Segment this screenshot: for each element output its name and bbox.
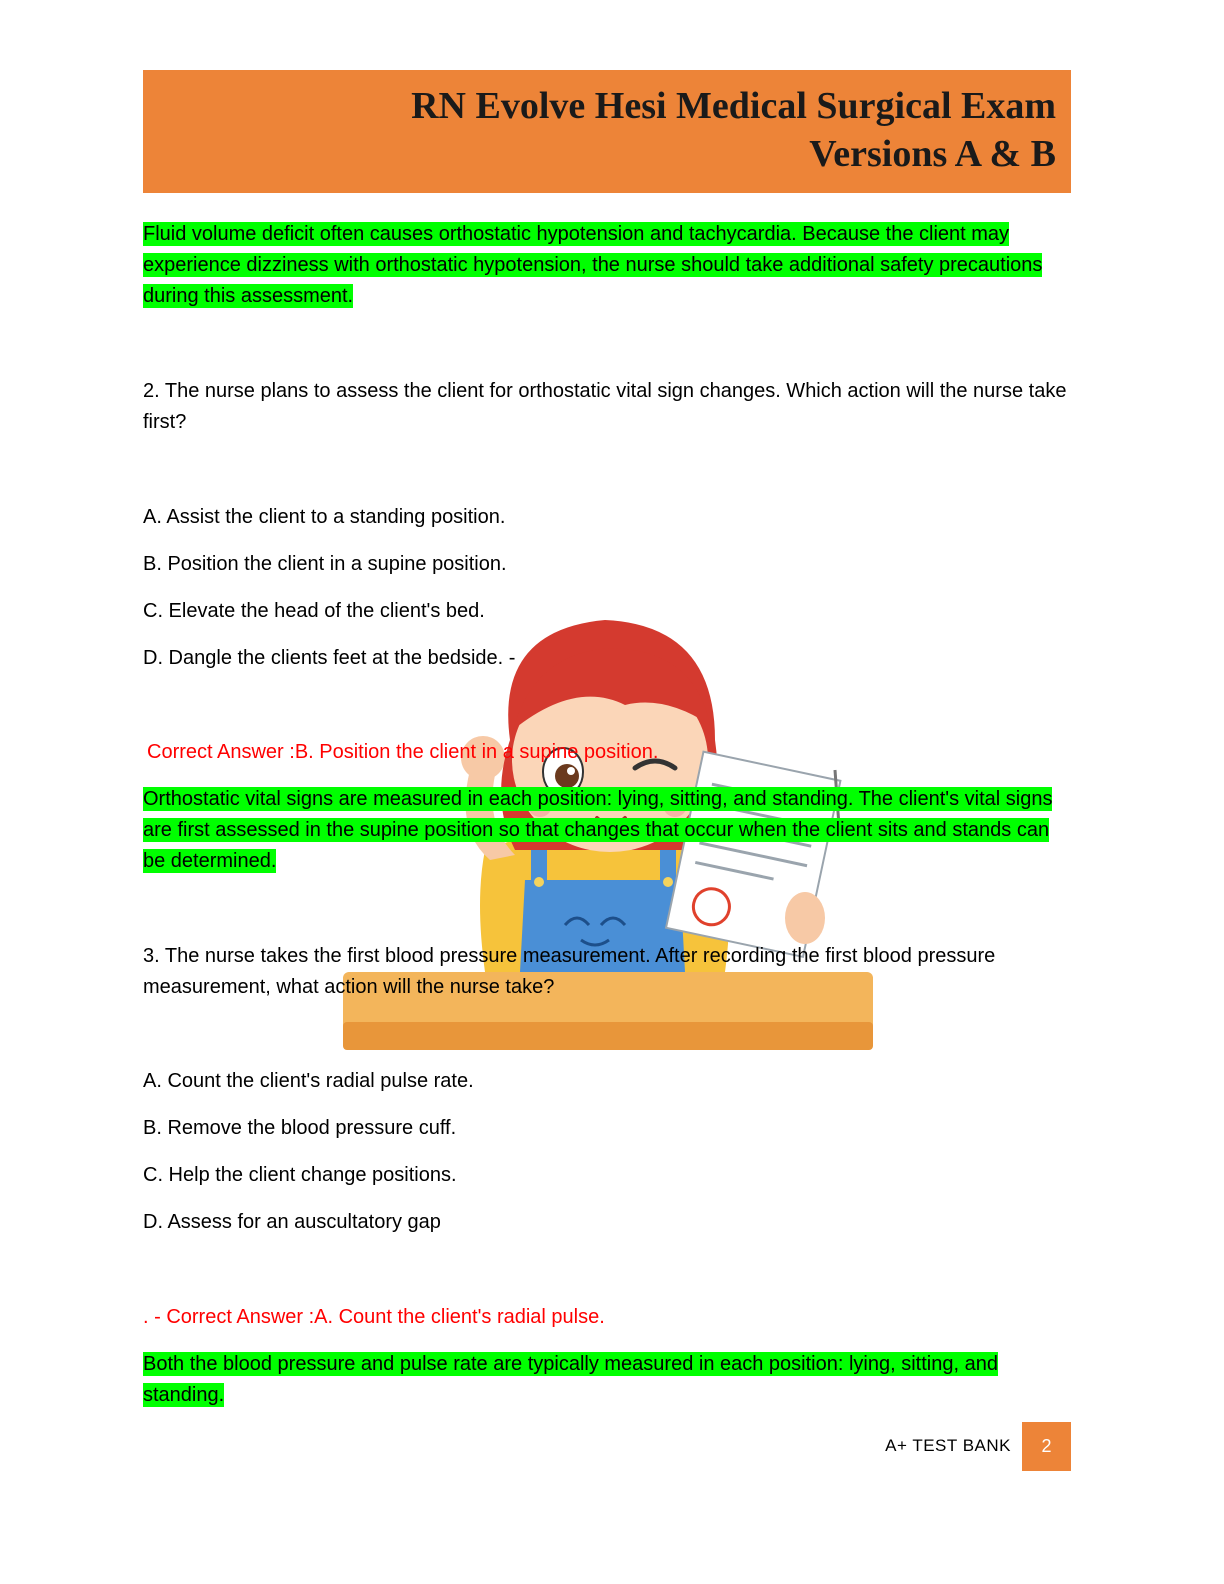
- question-3-text: 3. The nurse takes the first blood pressure measurement. After recording the first blood pressure measurement, what action will the nurse take?: [143, 945, 996, 998]
- title-line-2: Versions A & B: [809, 133, 1056, 175]
- question-2: [143, 376, 1073, 438]
- q2-rationale: [143, 784, 1073, 877]
- q2-option-d: D. Dangle the clients feet at the bedside. -: [143, 647, 516, 669]
- page-number: 2: [1022, 1422, 1071, 1471]
- q3-option-b: B. Remove the blood pressure cuff.: [143, 1117, 457, 1139]
- rationale-1: [143, 219, 1073, 312]
- document-title: [411, 82, 1056, 178]
- question-3: [143, 941, 1073, 1003]
- q3-correct-answer: . - Correct Answer :A. Count the client's radial pulse.: [143, 1306, 605, 1328]
- q2-option-b: B. Position the client in a supine position.: [143, 553, 507, 575]
- footer-brand: A+ TEST BANK: [885, 1436, 1011, 1455]
- q2-option-a: A. Assist the client to a standing position.: [143, 506, 506, 528]
- question-2-text: 2. The nurse plans to assess the client for orthostatic vital sign changes. Which action will the nurse take first?: [143, 380, 1067, 433]
- q2-rationale-text: Orthostatic vital signs are measured in each position: lying, sitting, and standing. The client's vital signs are first assessed in the supine position so that changes that occur when the client sits and stands can be determined.: [143, 788, 1053, 872]
- q2-correct-answer: Correct Answer :B. Position the client in a supine position.: [147, 741, 659, 763]
- rationale-1-text: Fluid volume deficit often causes orthostatic hypotension and tachycardia. Because the client may experience dizziness with orthostatic hypotension, the nurse should take additional safety precautions during this assessment.: [143, 223, 1043, 307]
- q3-option-c: C. Help the client change positions.: [143, 1164, 457, 1186]
- q3-rationale: [143, 1349, 1073, 1411]
- q3-rationale-text: Both the blood pressure and pulse rate are typically measured in each position: lying, sitting, and standing.: [143, 1353, 998, 1406]
- title-banner: [143, 70, 1071, 193]
- q3-option-a: A. Count the client's radial pulse rate.: [143, 1070, 474, 1092]
- title-line-1: RN Evolve Hesi Medical Surgical Exam: [411, 85, 1056, 127]
- q3-option-d: D. Assess for an auscultatory gap: [143, 1211, 441, 1233]
- q2-option-c: C. Elevate the head of the client's bed.: [143, 600, 485, 622]
